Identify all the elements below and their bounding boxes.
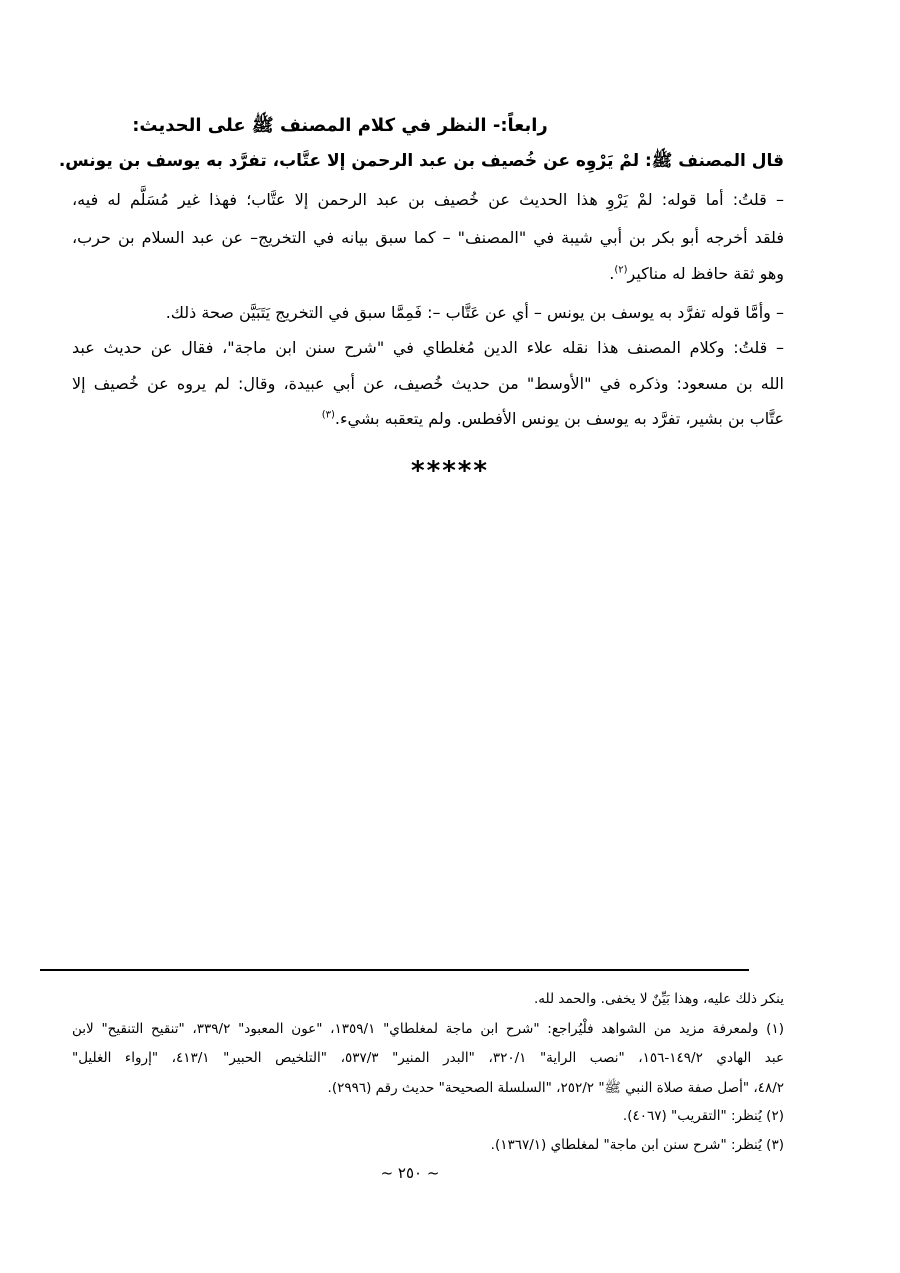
footnote-ref-3[interactable]: (٣) [321, 409, 335, 421]
page-number: ~ ٢٥٠ ~ [380, 1164, 440, 1182]
paragraph-1-line-3 [72, 264, 784, 283]
footnote-1-line-3: ٤٨/٢، "أصل صفة صلاة النبي ﷺ" ٢٥٢/٢، "السلسلة الصحيحة" حديث رقم (٢٩٩٦). [327, 1080, 784, 1096]
footnote-2: (٢) يُنظر: "التقريب" (٤٠٦٧). [622, 1108, 784, 1124]
paragraph-1-end: . [609, 264, 615, 283]
paragraph-1-line-2: فلقد أخرجه أبو بكر بن أبي شيبة في "المصنف" – كما سبق بيانه في التخريج– عن عبد السلام بن حرب، [72, 228, 784, 247]
section-heading: رابعاً:- النظر في كلام المصنف ﷺ على الحديث: [132, 115, 548, 136]
footnote-separator [40, 969, 749, 971]
footnote-3: (٣) يُنظر: "شرح سنن ابن ماجة" لمغلطاي (١٣٦٧/١). [490, 1137, 784, 1153]
footnote-1-line-1: (١) ولمعرفة مزيد من الشواهد فلْيُراجع: "شرح ابن ماجة لمغلطاي" ١٣٥٩/١، "عون المعبود" ٣٣٩/٢، "تنقيح التنقيح" لابن [72, 1021, 784, 1037]
paragraph-1-line-1: – قلتُ: أما قوله: لمْ يَرْوِ هذا الحديث عن خُصيف بن عبد الرحمن إلا عتَّاب؛ فهذا غير مُسَلَّم له فيه، [72, 190, 784, 209]
footnote-1-line-2: عبد الهادي ١٤٩/٢-١٥٦، "نصب الراية" ٣٢٠/١، "البدر المنير" ٥٣٧/٣، "التلخيص الحبير" ٤١٣/١، "إرواء الغليل" [72, 1050, 785, 1066]
paragraph-3-line-3-text: عتَّاب بن بشير، تفرَّد به يوسف بن يونس الأفطس. ولم يتعقبه بشيء. [334, 409, 784, 428]
paragraph-3-line-1: – قلتُ: وكلام المصنف هذا نقله علاء الدين مُغلطاي في "شرح سنن ابن ماجة"، فقال عن حديث عبد [72, 338, 784, 357]
section-divider-stars: ***** [411, 456, 489, 486]
author-quote: قال المصنف ﷺ: لمْ يَرْوِه عن خُصيف بن عبد الرحمن إلا عتَّاب، تفرَّد به يوسف بن يونس. [58, 151, 784, 171]
paragraph-3-line-3 [72, 409, 784, 428]
paragraph-3-line-2: الله بن مسعود: وذكره في "الأوسط" من حديث خُصيف، عن أبي عبيدة، وقال: لم يروه عن خُصيف إلا [72, 374, 784, 393]
footnote-continuation: ينكر ذلك عليه، وهذا بَيِّنٌ لا يخفى. والحمد لله. [534, 991, 784, 1007]
footnote-ref-2[interactable]: (٢) [614, 264, 628, 276]
paragraph-1-line-3-text: وهو ثقة حافظ له مناكير [627, 264, 784, 283]
paragraph-2-line-1: – وأمَّا قوله تفرَّد به يوسف بن يونس – أي عن عَتَّاب –: فَمِمَّا سبق في التخريج يَتَبَيَّن صحة ذلك. [165, 303, 784, 322]
